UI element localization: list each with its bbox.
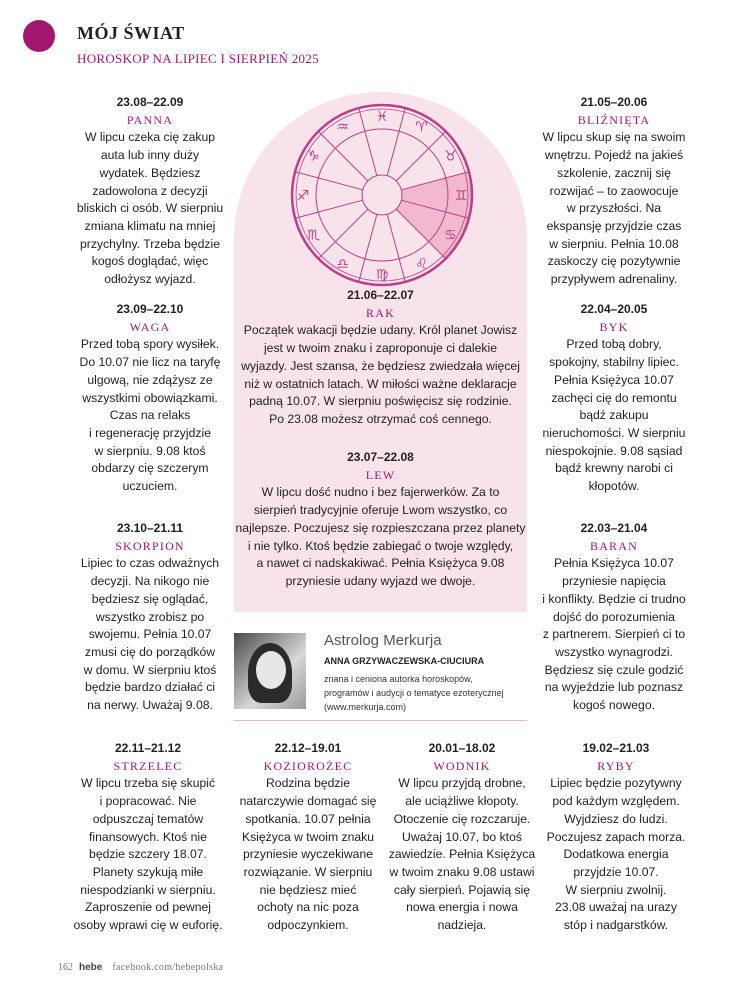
sign-text: Lipiec będzie pozytywny pod każdym względem. Wyjdziesz do ludzi. Poczujesz zapach morza. Dodatkowa energia przyjdzie 10.07. W sierpniu zwolnij. 23.08 uważaj na urazy stóp i nadgarstków. (546, 776, 686, 933)
sign-name: PANNA (126, 112, 174, 127)
astrologer-description: znana i ceniona autorka horoskopów, programów i audycji o tematyce ezoterycznej (www.merkurja.com) (324, 674, 504, 712)
zodiac-glyph-icon: ♉ (444, 148, 457, 165)
wheel-spoke (359, 214, 377, 282)
sign-dates: 22.03–21.04 (580, 521, 648, 535)
wheel-spoke (359, 108, 377, 176)
zodiac-glyph-icon: ♏ (307, 227, 320, 244)
sign-name: KOZIOROŻEC (263, 758, 353, 773)
sign-text: Przed tobą dobry, spokojny, stabilny lipiec. Pełnia Księżyca 10.07 zachęci cię do remontu bądź zakupu nieruchomości. W sierpniu niespokojnie. 9.08 sąsiad bądź krewny narobi ci kłopotów. (542, 337, 686, 494)
sign-dates: 23.08–22.09 (116, 95, 184, 109)
wheel-spoke (396, 131, 445, 180)
footer-url[interactable]: facebook.com/hebepolska (112, 962, 224, 973)
astrologer-photo (234, 633, 306, 709)
brand-logo: hebe (79, 962, 103, 973)
wheel-spoke (387, 214, 405, 282)
sign-name: RAK (366, 305, 395, 320)
zodiac-glyph-icon: ♑ (307, 148, 320, 165)
sign-rak (234, 287, 527, 429)
sign-name: WODNIK (433, 758, 491, 773)
zodiac-glyph-icon: ♒ (336, 119, 349, 136)
sign-text: W lipcu czeka cię zakup auta lub inny duży wydatek. Będziesz zadowolona z decyzji bliskich ci osób. W sierpniu zmiana klimatu na mniej przychylny. Trzeba będzie kogoś doglądać, więc odłożysz wyjazd. (76, 130, 224, 287)
sign-dates: 23.07–22.08 (347, 450, 414, 464)
zodiac-glyph-icon: ♋ (444, 227, 457, 244)
astrologer-title: Astrolog Merkurja (324, 632, 442, 649)
zodiac-wheel-icon (289, 102, 475, 288)
sign-name: STRZELEC (113, 758, 183, 773)
highlight-sector (396, 172, 472, 259)
astrologer-name: ANNA GRZYWACZEWSKA-CIUCIURA (324, 656, 485, 666)
sign-dates: 23.09–22.10 (116, 302, 184, 316)
sign-name: BYK (599, 319, 629, 334)
sign-text: Pełnia Księżyca 10.07 przyniesie napięcia i konflikty. Będzie ci trudno dojść do porozumienia z partnerem. Sierpień ci to wszystko wynagrodzi. Będziesz się czule godzić na wyjeździe lub poznasz kogoś nowego. (542, 556, 686, 713)
sign-text: Rodzina będzie natarczywie domagać się spotkania. 10.07 pełnia Księżyca w twoim znaku przyniesie wyczekiwane rozwiązanie. W sierpniu nie będziesz mieć ochoty na nic poza odpoczynkiem. (239, 776, 377, 933)
section-title: MÓJ ŚWIAT (77, 23, 185, 43)
sign-skorpion (70, 520, 230, 715)
wheel-hub (362, 175, 402, 215)
sign-name: BLIŹNIĘTA (577, 112, 651, 127)
sign-panna (70, 94, 230, 289)
sign-dates: 22.12–19.01 (274, 741, 342, 755)
wheel-spoke (318, 131, 367, 180)
zodiac-glyph-icon: ♐ (296, 188, 310, 204)
page-subtitle: HOROSKOP NA LIPIEC I SIERPIEŃ 2025 (77, 51, 319, 66)
zodiac-glyph-icon: ♓ (375, 109, 389, 125)
sign-dates: 20.01–18.02 (428, 741, 496, 755)
zodiac-glyph-icon: ♈ (415, 119, 428, 136)
photo-face (256, 651, 286, 689)
sign-dates: 21.05–20.06 (580, 95, 648, 109)
sign-text: W lipcu skup się na swoim wnętrzu. Pojedź na jakieś szkolenie, zacznij się rozwijać – to zaowocuje w przyszłości. Na ekspansję przyjdzie czas w sierpniu. Pełnia 10.08 zaskoczy cię pozytywnie przypływem adrenaliny. (542, 130, 686, 287)
sign-byk (530, 301, 698, 496)
page-number: 162 (58, 962, 73, 973)
sign-text: W lipcu przyjdą drobne, ale uciążliwe kłopoty. Otoczenie cię rozczaruje. Uważaj 10.07, bo ktoś zawiedzie. Pełnia Księżyca w twoim znaku 9.08 ustawi cały sierpień. Pojawią się nowa energia i nowa nadzieja. (388, 776, 536, 933)
sign-text: W lipcu trzeba się skupić i popracować. Nie odpuszczaj tematów finansowych. Ktoś nie będzie szczery 18.07. Planety szykują miłe niespodzianki w sierpniu. Zaproszenie od pewnej osoby wprawi cię w euforię. (73, 776, 223, 933)
sign-dates: 21.06–22.07 (347, 288, 414, 302)
sign-name: RYBY (597, 758, 635, 773)
sign-dates: 23.10–21.11 (116, 521, 184, 535)
sign-lew (234, 449, 527, 591)
sign-text: Lipiec to czas odważnych decyzji. Na nikogo nie będziesz się oglądać, wszystko zrobisz po swojemu. Pełnia 10.07 zmusi cię do porządków w domu. W sierpniu ktoś będzie bardzo działać ci na nerwy. Uważaj 9.08. (80, 556, 220, 713)
sign-name: LEW (365, 467, 396, 482)
zodiac-glyph-icon: ♎ (336, 256, 349, 273)
sign-waga (70, 301, 230, 496)
sign-name: WAGA (129, 319, 171, 334)
sign-blizneta (530, 94, 698, 289)
sign-strzelec (68, 740, 228, 935)
sign-text: Przed tobą spory wysiłek. Do 10.07 nie licz na taryfę ulgową, nie zdążysz ze wszystkimi obowiązkami. Czas na relaks i regenerację przyjdzie w sierpniu. 9.08 ktoś obdarzy cię szczerym uczuciem. (79, 337, 221, 494)
sign-dates: 22.11–21.12 (114, 741, 182, 755)
zodiac-glyph-icon: ♌ (415, 256, 428, 273)
section-dot (23, 20, 55, 52)
page-footer (58, 962, 223, 973)
zodiac-glyph-icon: ♊ (454, 188, 468, 204)
sign-wodnik (382, 740, 542, 935)
sign-text: Początek wakacji będzie udany. Król planet Jowisz jest w twoim znaku i zaproponuje ci dalekie wyjazdy. Jest szansa, że będziesz zwiedzała więcej niż w ostatnich latach. W miłości ważne deklaracje padną 10.07. W sierpniu poświęcisz się rodzinie. Po 23.08 możesz otrzymać coś cennego. (241, 323, 520, 426)
wheel-spoke (387, 108, 405, 176)
sign-baran (530, 520, 698, 715)
sign-name: SKORPION (115, 538, 185, 553)
wheel-spoke (318, 209, 367, 258)
sign-dates: 22.04–20.05 (580, 302, 648, 316)
sign-text: W lipcu dość nudno i bez fajerwerków. Za to sierpień tradycyjnie oferuje Lwom wszystko, co najlepsze. Poczujesz się rozpieszczana przez planety i nie tylko. Ktoś będzie zabiegać o twoje względy, a nawet ci nadskakiwać. Pełnia Księżyca 9.08 przyniesie udany wyjazd we dwoje. (235, 485, 526, 588)
divider (234, 720, 527, 721)
sign-ryby (536, 740, 696, 935)
sign-dates: 19.02–21.03 (582, 741, 650, 755)
sign-koziorozec (228, 740, 388, 935)
sign-name: BARAN (589, 538, 638, 553)
zodiac-glyph-icon: ♍ (375, 267, 389, 283)
